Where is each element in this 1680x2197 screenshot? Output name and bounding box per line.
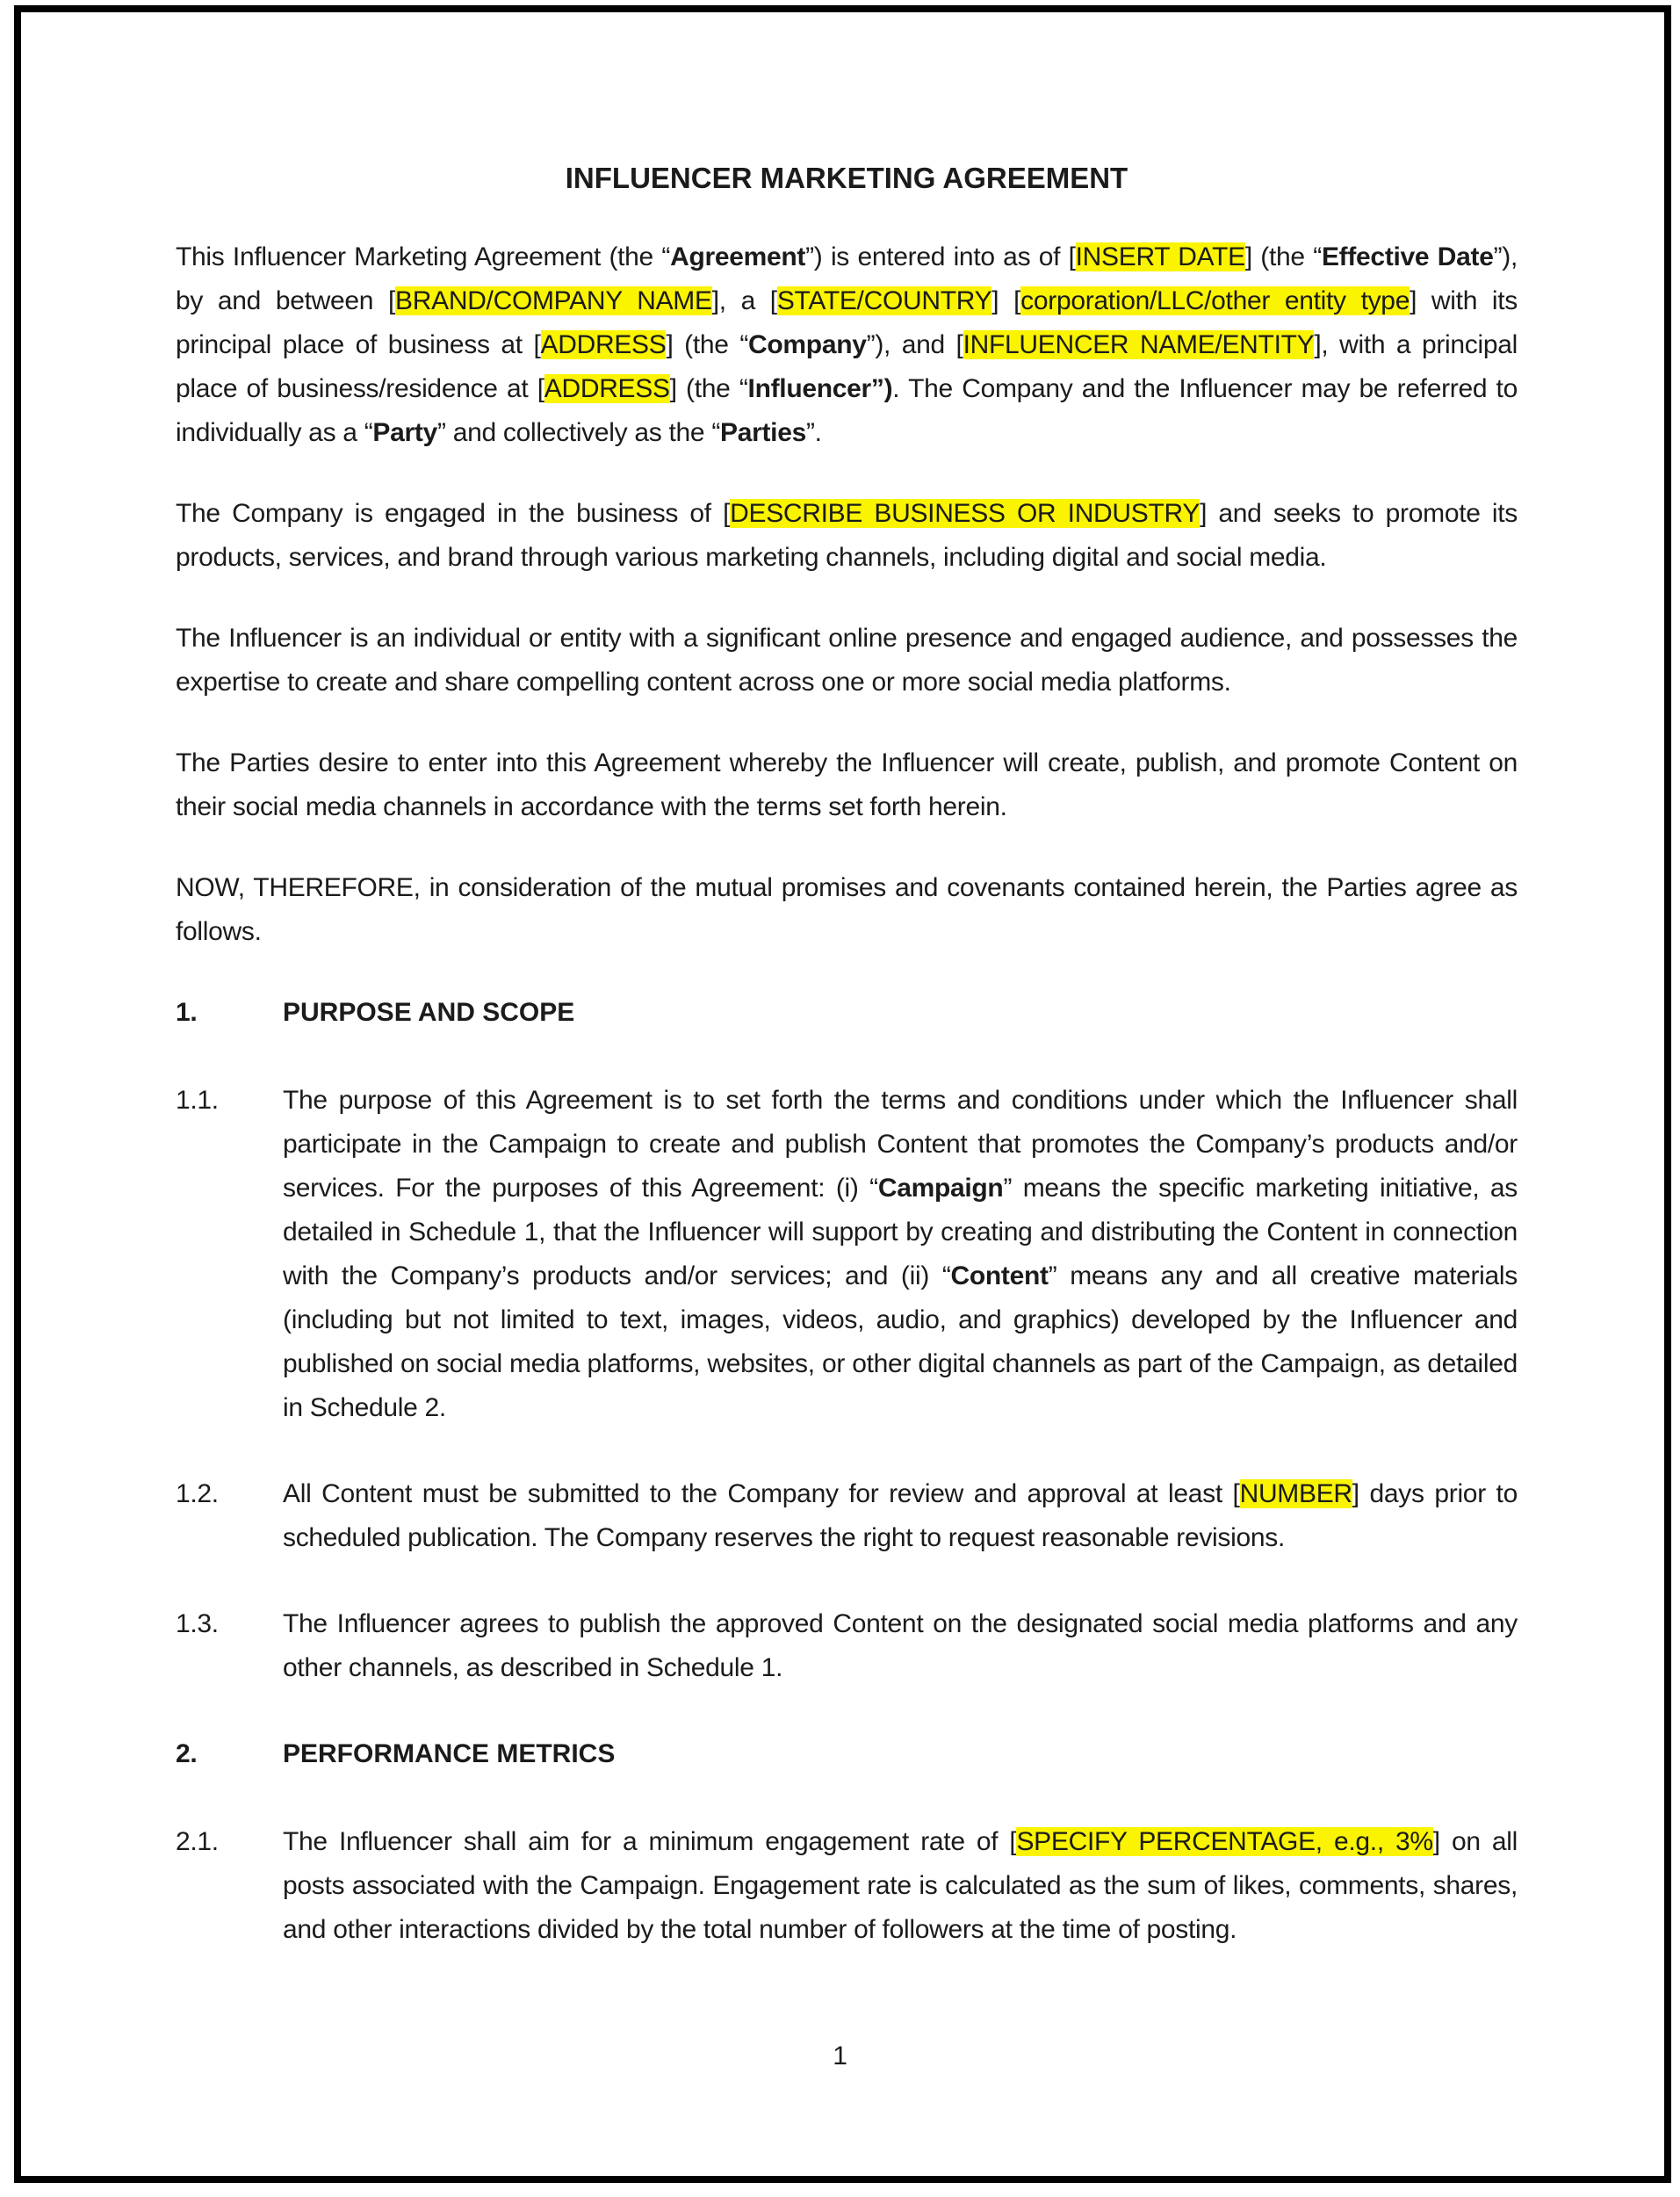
paragraph: [176, 741, 1518, 829]
document-content: [176, 156, 1518, 1994]
text-run: ”.: [805, 418, 822, 447]
section-heading: [176, 1732, 1518, 1776]
document-body: [176, 235, 1518, 1952]
text-run: Effective Date: [1321, 242, 1494, 271]
text-run: ] [: [991, 286, 1021, 315]
text-run: ”) is entered into as of [: [805, 242, 1076, 271]
clause-body: [283, 991, 1518, 1035]
clause-number: 1.2.: [176, 1479, 219, 1508]
text-run: ] with its principal place of business at [: [176, 286, 1518, 359]
highlighted-placeholder: DESCRIBE BUSINESS OR INDUSTRY: [730, 499, 1201, 528]
clause-number: 1.3.: [176, 1609, 219, 1638]
text-run: The purpose of this Agreement is to set forth the terms and conditions under which the Influencer shall participate in the Campaign to create and publish Content that promotes the Company’s products and/or services. For the purposes of this Agreement: (i) “: [283, 1086, 1518, 1203]
text-run: ” means any and all creative materials (including but not limited to text, images, videos, audio, and graphics) developed by the Influencer and published on social media platforms, websites, or other digital channels as part of the Campaign, as detailed in Schedule 2.: [283, 1261, 1518, 1422]
clause-number: 1.: [176, 998, 198, 1027]
text-run: The Influencer agrees to publish the approved Content on the designated social media platforms and any other channels, as described in Schedule 1.: [283, 1609, 1518, 1682]
text-run: ] days prior to scheduled publication. The Company reserves the right to request reasonable revisions.: [283, 1479, 1518, 1552]
numbered-clause: [176, 1602, 1518, 1690]
text-run: Content: [950, 1261, 1049, 1290]
clause-body: [283, 1820, 1518, 1952]
text-run: ] on all posts associated with the Campaign. Engagement rate is calculated as the sum of likes, comments, shares, and other interactions divided by the total number of followers at the time of posting.: [283, 1827, 1518, 1944]
text-run: The Influencer shall aim for a minimum engagement rate of [: [283, 1827, 1017, 1856]
text-run: Campaign: [877, 1174, 1004, 1203]
text-run: ” and collectively as the “: [436, 418, 721, 447]
text-run: ], with a principal place of business/residence at [: [176, 330, 1518, 403]
text-run: Party: [372, 418, 437, 447]
clause-body: [283, 1602, 1518, 1690]
paragraph: [176, 617, 1518, 705]
text-run: ] (the “: [1244, 242, 1322, 271]
page-number: 1: [833, 2042, 847, 2071]
text-run: ] (the “: [669, 374, 748, 403]
highlighted-placeholder: SPECIFY PERCENTAGE, e.g., 3%: [1016, 1827, 1433, 1856]
numbered-clause: [176, 1472, 1518, 1560]
text-run: Parties: [720, 418, 806, 447]
text-run: The Company is engaged in the business of [: [176, 499, 731, 528]
numbered-clause: [176, 1079, 1518, 1430]
text-run: The Influencer is an individual or entity with a significant online presence and engaged audience, and possesses the expertise to create and share compelling content across one or more social media platforms.: [176, 624, 1518, 697]
text-run: ], a [: [711, 286, 777, 315]
text-run: Agreement: [670, 242, 806, 271]
highlighted-placeholder: STATE/COUNTRY: [776, 286, 992, 315]
highlighted-placeholder: ADDRESS: [540, 330, 667, 359]
text-run: The Parties desire to enter into this Agreement whereby the Influencer will create, publish, and promote Content on their social media channels in accordance with the terms set forth herein.: [176, 748, 1518, 821]
text-run: NOW, THEREFORE, in consideration of the mutual promises and covenants contained herein, the Parties agree as follows.: [176, 873, 1518, 946]
clause-body: [283, 1079, 1518, 1430]
text-run: . The Company and the Influencer may be referred to individually as a “: [176, 374, 1518, 447]
text-run: This Influencer Marketing Agreement (the “: [176, 242, 671, 271]
section-heading: [176, 991, 1518, 1035]
highlighted-placeholder: corporation/LLC/other entity type: [1020, 286, 1410, 315]
highlighted-placeholder: BRAND/COMPANY NAME: [395, 286, 712, 315]
text-run: ”), and [: [866, 330, 963, 359]
text-run: PURPOSE AND SCOPE: [283, 998, 575, 1027]
paragraph: [176, 235, 1518, 455]
highlighted-placeholder: INFLUENCER NAME/ENTITY: [963, 330, 1315, 359]
text-run: Influencer”): [747, 374, 893, 403]
text-run: PERFORMANCE METRICS: [283, 1739, 616, 1768]
clause-number: 2.1.: [176, 1827, 219, 1856]
highlighted-placeholder: INSERT DATE: [1075, 242, 1245, 271]
clause-body: [283, 1732, 1518, 1776]
clause-number: 1.1.: [176, 1086, 219, 1115]
highlighted-placeholder: NUMBER: [1239, 1479, 1352, 1508]
paragraph: [176, 866, 1518, 954]
text-run: ” means the specific marketing initiative, as detailed in Schedule 1, that the Influencer will support by creating and distributing the Content in connection with the Company’s products and/or services; and (ii) “: [283, 1174, 1518, 1290]
text-run: ] (the “: [666, 330, 749, 359]
clause-number: 2.: [176, 1739, 198, 1768]
highlighted-placeholder: ADDRESS: [544, 374, 670, 403]
numbered-clause: [176, 1820, 1518, 1952]
text-run: ”), by and between [: [176, 242, 1518, 315]
text-run: Company: [748, 330, 867, 359]
clause-body: [283, 1472, 1518, 1560]
text-run: All Content must be submitted to the Company for review and approval at least [: [283, 1479, 1240, 1508]
document-title: INFLUENCER MARKETING AGREEMENT: [565, 162, 1128, 194]
text-run: ] and seeks to promote its products, services, and brand through various marketing channels, including digital and social media.: [176, 499, 1518, 572]
paragraph: [176, 492, 1518, 580]
